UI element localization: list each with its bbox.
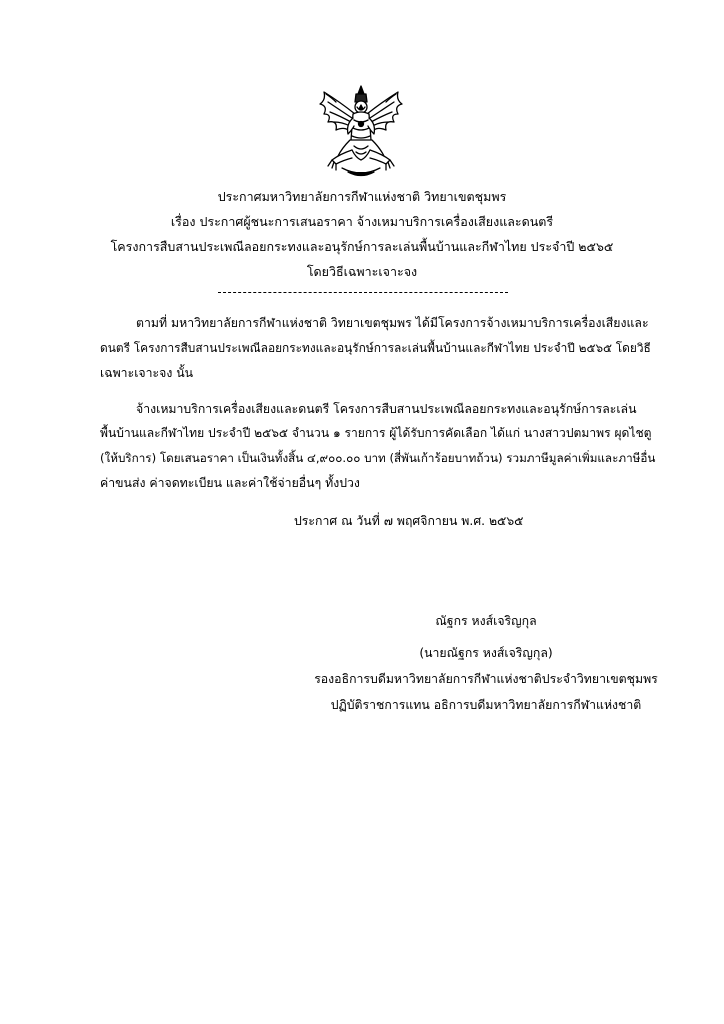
- procurement-method: โดยวิธีเฉพาะเจาะจง: [306, 264, 418, 279]
- paragraph-1-line-2: ดนตรี โครงการสืบสานประเพณีลอยกระทงและอนุรักษ์การละเล่นพื้นบ้านและกีฬาไทย ประจำปี ๒๕๖๕ โดยวิธี: [100, 341, 651, 355]
- paragraph-2-line-4: ค่าขนส่ง ค่าจดทะเบียน และค่าใช้จ่ายอื่นๆ ทั้งปวง: [100, 476, 360, 490]
- paragraph-2-line-3: (ให้บริการ) โดยเสนอราคา เป็นเงินทั้งสิ้น ๔,๙๐๐.๐๐ บาท (สี่พันเก้าร้อยบาทถ้วน) รวมภาษีมูลค่าเพิ่มและภาษีอื่น: [100, 451, 656, 465]
- header-divider: [218, 292, 508, 293]
- signatory-position: รองอธิการบดีมหาวิทยาลัยการกีฬาแห่งชาติประจำวิทยาเขตชุมพร: [314, 672, 658, 686]
- signatory-acting-for: ปฏิบัติราชการแทน อธิการบดีมหาวิทยาลัยการกีฬาแห่งชาติ: [330, 698, 642, 712]
- announcement-date: ประกาศ ณ วันที่ ๗ พฤศจิกายน พ.ศ. ๒๕๖๕: [294, 514, 524, 528]
- signature-name: ณัฐกร หงส์เจริญกุล: [435, 614, 537, 628]
- paragraph-2-line-2: พื้นบ้านและกีฬาไทย ประจำปี ๒๕๖๕ จำนวน ๑ รายการ ผู้ได้รับการคัดเลือก ได้แก่ นางสาวปตมาพร ผุดไชตู: [100, 426, 652, 440]
- project-name: โครงการสืบสานประเพณีลอยกระทงและอนุรักษ์การละเล่นพื้นบ้านและกีฬาไทย ประจำปี ๒๕๖๕: [110, 239, 614, 254]
- signatory-full-name: (นายณัฐกร หงส์เจริญกุล): [419, 646, 553, 660]
- paragraph-2-line-1: จ้างเหมาบริการเครื่องเสียงและดนตรี โครงการสืบสานประเพณีลอยกระทงและอนุรักษ์การละเล่น: [136, 402, 637, 416]
- garuda-emblem-icon: [312, 84, 410, 180]
- announcement-title: ประกาศมหาวิทยาลัยการกีฬาแห่งชาติ วิทยาเขตชุมพร: [217, 189, 507, 204]
- paragraph-1-line-1: ตามที่ มหาวิทยาลัยการกีฬาแห่งชาติ วิทยาเขตชุมพร ได้มีโครงการจ้างเหมาบริการเครื่องเสียงและ: [136, 316, 649, 330]
- announcement-subject: เรื่อง ประกาศผู้ชนะการเสนอราคา จ้างเหมาบริการเครื่องเสียงและดนตรี: [170, 214, 554, 229]
- paragraph-1-line-3: เฉพาะเจาะจง นั้น: [100, 366, 194, 380]
